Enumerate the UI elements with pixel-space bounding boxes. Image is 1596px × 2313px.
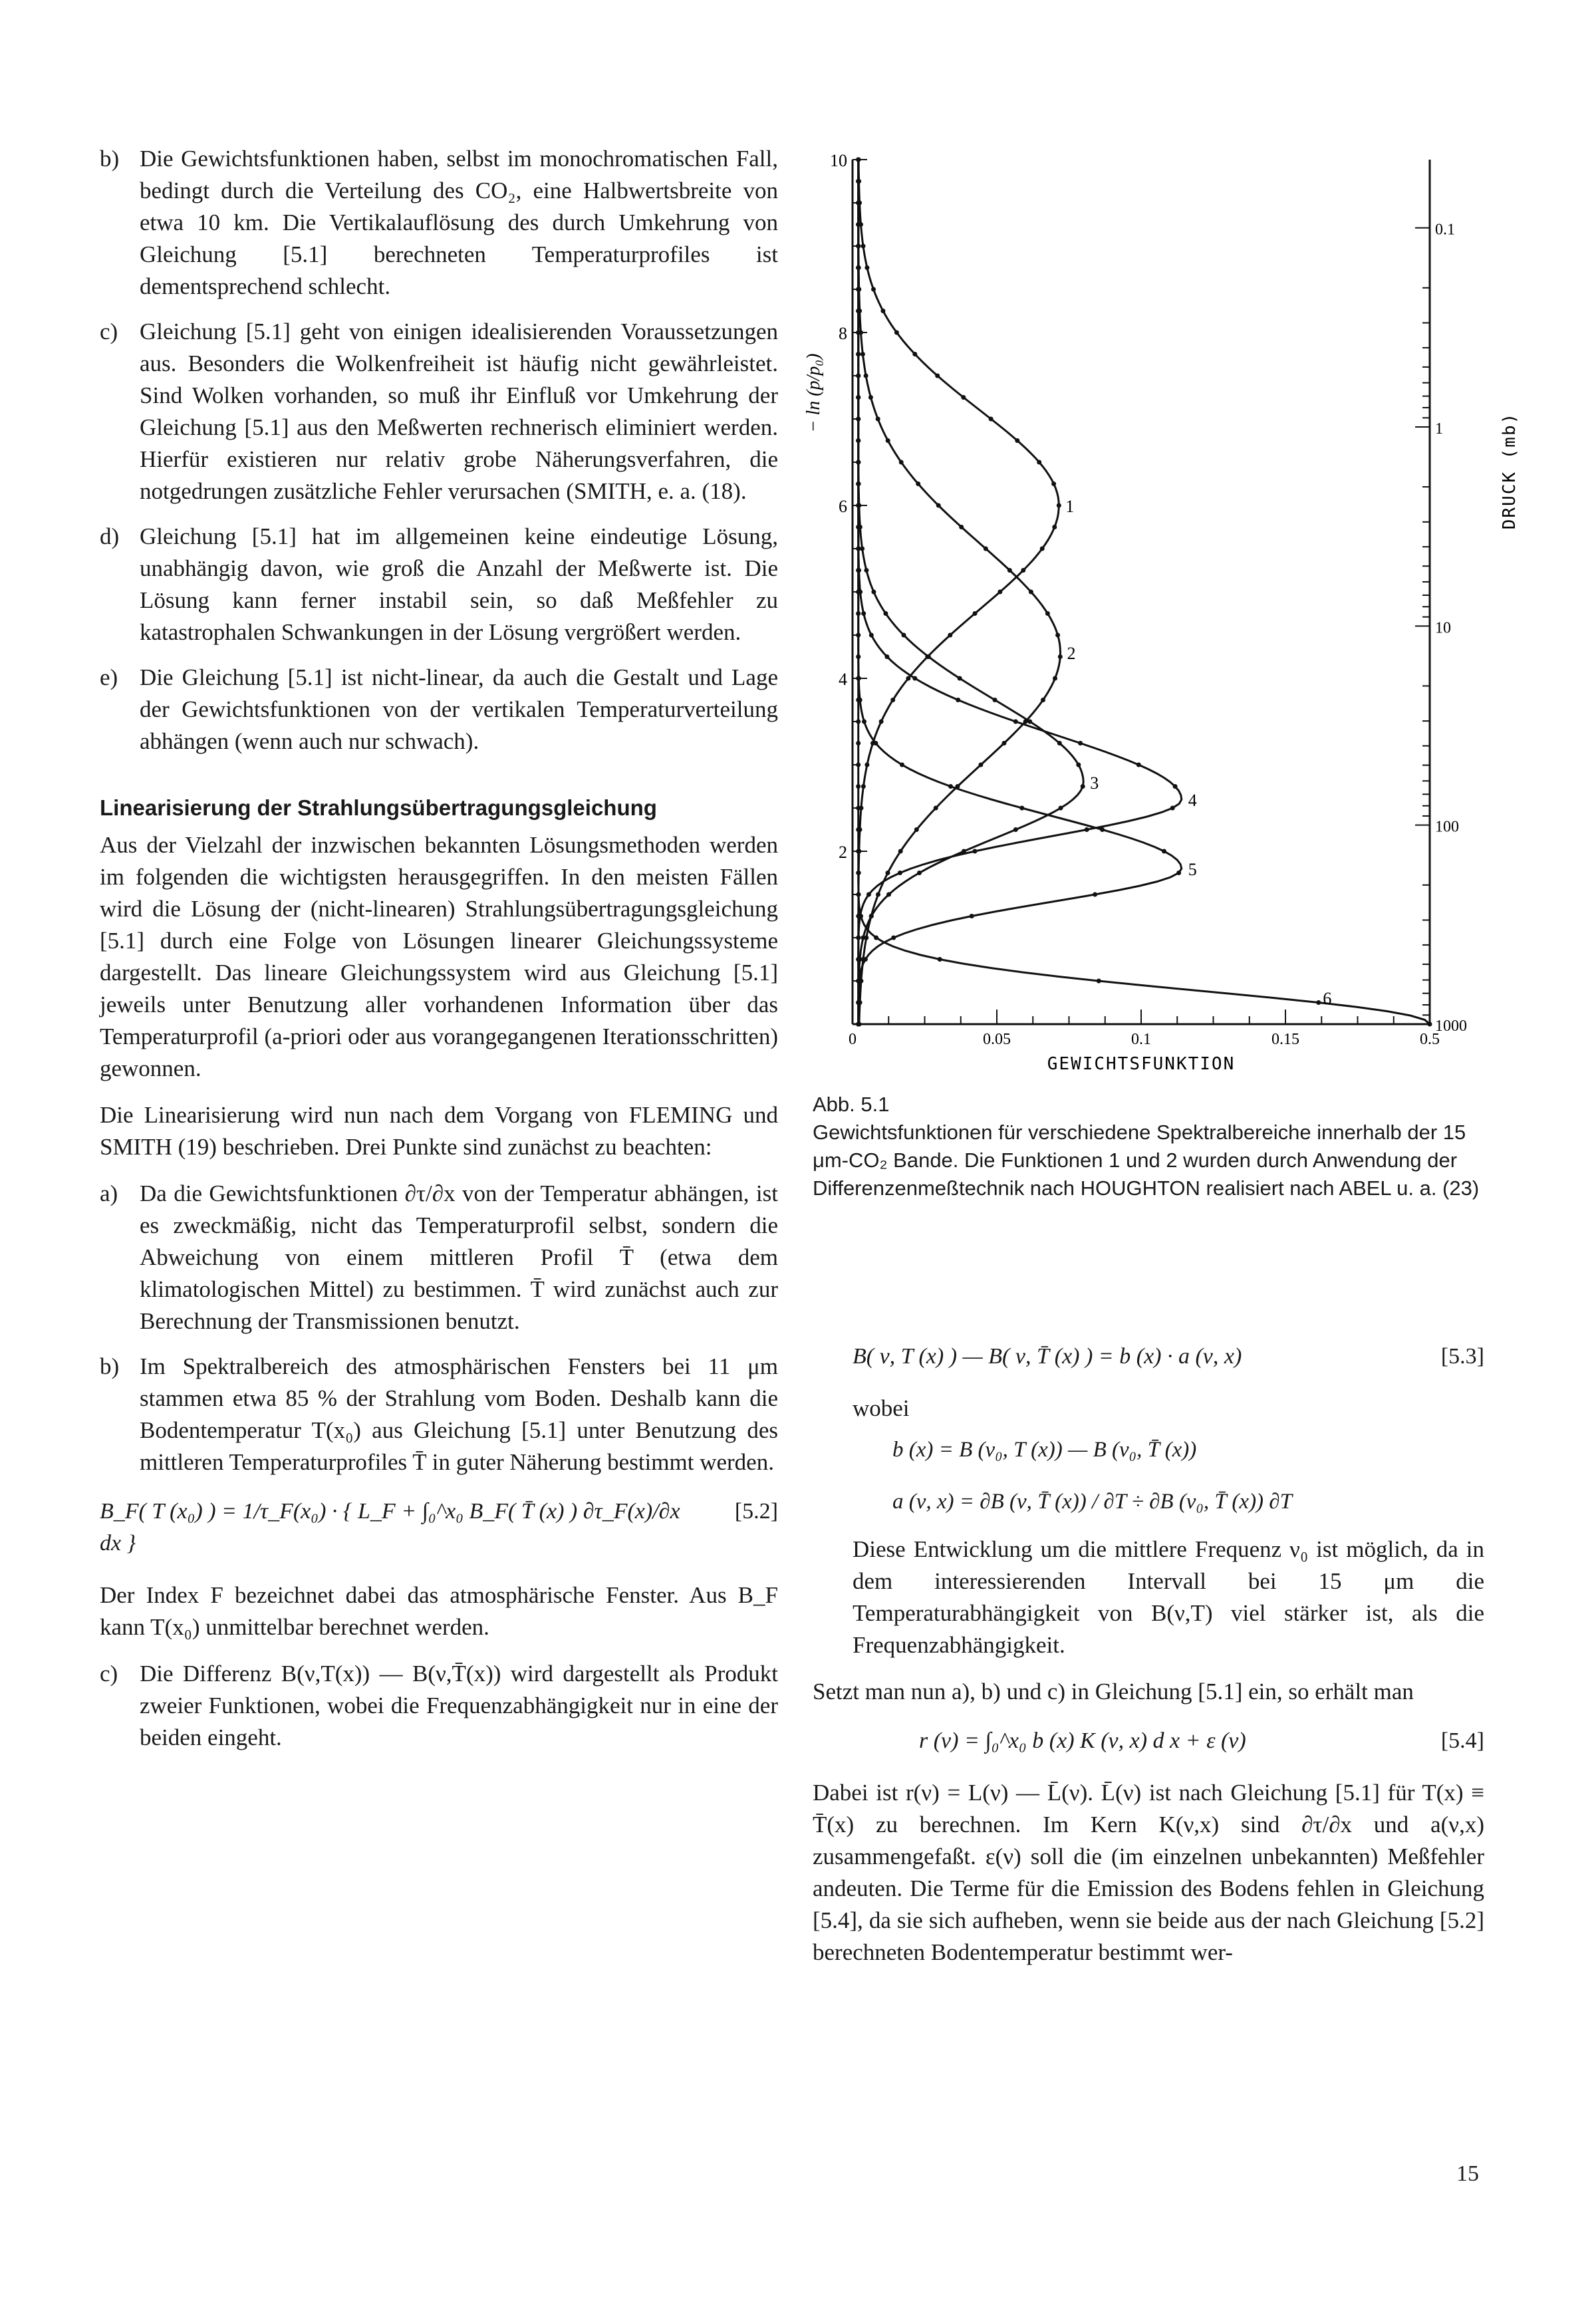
curve-point	[1001, 741, 1006, 746]
curve-point	[1040, 547, 1045, 551]
curve-point	[935, 374, 940, 378]
curve-label-1: 1	[1065, 497, 1075, 516]
x-axis-title: GEWICHTSFUNKTION	[1047, 1054, 1236, 1074]
list-text: Gleichung [5.1] hat im allgemeinen keine eindeutige Lösung, unabhängig davon, wie groß die Anzahl der Meßwerte ist. Die Lösung kann ferner instabil sein, so daß Meßfehler zu katastrophalen Schwankungen in der Lösung vergrößert werden.	[140, 523, 778, 645]
list-label: a)	[100, 1180, 118, 1206]
curve-point	[856, 158, 861, 162]
curve-3	[859, 160, 1084, 1024]
curve-point	[856, 201, 861, 205]
curve-point	[914, 827, 919, 832]
curve-point	[880, 309, 885, 313]
curve-point	[886, 892, 891, 897]
curve-point	[856, 957, 861, 962]
curve-point	[857, 979, 862, 984]
curve-point	[856, 568, 861, 573]
curve-point	[916, 481, 920, 486]
curve-point	[1316, 1000, 1321, 1005]
curve-point	[864, 763, 869, 767]
y2-tick-label: 100	[1435, 818, 1459, 836]
curve-point	[934, 806, 938, 811]
curve-point	[993, 698, 998, 702]
curve-point	[1037, 460, 1041, 465]
curve-point	[1027, 720, 1032, 724]
y-tick-label: 10	[830, 151, 847, 170]
curve-point	[873, 741, 878, 746]
curve-point	[890, 698, 895, 702]
paragraph: Der Index F bezeichnet dabei das atmosphärische Fenster. Aus B_F kann T(x₀) unmittelbar berechnet werden.	[100, 1582, 778, 1640]
equation-number: [5.4]	[1440, 1728, 1484, 1753]
caption-text: Gewichtsfunktionen für verschiedene Spektralbereiche innerhalb der 15 μm-CO₂ Bande. Die Funktionen 1 und 2 wurden durch Anwendung der Differenzenmeßtechnik nach HOUGHTON realisiert nach ABEL u. a. (23)	[813, 1121, 1480, 1200]
curve-point	[856, 179, 861, 184]
curve-6	[859, 160, 1430, 1024]
curve-point	[856, 438, 861, 443]
list-text: Gleichung [5.1] geht von einigen idealisierenden Voraussetzungen aus. Besonders die Wolkenfreiheit ist häufig nicht gewährleistet. Sind Wolken vorhanden, so muß ihr Einfluß vor Umkehrung der Gleichung [5.1] aus den Meßwerten rechnerisch eliminiert werden. Hierfür existieren nur relativ grobe Näherungsverfahren, die notgedrungen zusätzliche Fehler verursachen (SMITH, e. a. (18).	[140, 319, 778, 504]
list-item	[100, 662, 778, 757]
paragraph: Aus der Vielzahl der inzwischen bekannten Lösungsmethoden werden im folgenden die wichtigsten herausgegriffen. In den meisten Fällen wird die Lösung der (nicht-linearen) Strahlungsübertragungsgleichung [5.1] durch eine Folge von Lösungen linearer Gleichungssysteme dargestellt. Das lineare Gleichungssystem wird aus Gleichung [5.1] jeweils unter Benutzung aller vorhandenen Information über das Temperaturprofil (a-priori oder aus vorangegangenen Iterationsschritten) gewonnen.	[100, 832, 778, 1081]
list-text: Da die Gewichtsfunktionen ∂τ/∂x von der Temperatur abhängen, ist es zweckmäßig, nicht das Temperaturprofil selbst, sondern die Abweichung von einem mittleren Profil T̄ (etwa dem klimatologischen Mittel) zu bestimmen. T̄ wird zunächst auch zur Berechnung der Transmissionen benutzt.	[140, 1180, 778, 1334]
curve-point	[1029, 590, 1033, 595]
curve-point	[856, 287, 861, 292]
y-axis-title: − ln (p/p₀)	[803, 353, 824, 433]
curve-label-5: 5	[1188, 860, 1197, 879]
curve-point	[1055, 633, 1060, 638]
curve-point	[1170, 806, 1175, 811]
definition-a: a (ν, x) = ∂B (ν, T̄ (x)) / ∂T ÷ ∂B (ν₀, T̄ (x)) ∂T	[892, 1490, 1292, 1514]
y2-tick-label: 0.1	[1435, 221, 1455, 239]
curve-label-4: 4	[1188, 791, 1197, 810]
curve-point	[958, 676, 962, 681]
curve-point	[1007, 568, 1012, 573]
curve-point	[869, 633, 874, 638]
list-item	[100, 1178, 778, 1337]
equation-5-3	[813, 1341, 1484, 1373]
x-tick-label: 0.15	[1271, 1031, 1299, 1048]
equation-number: [5.2]	[734, 1499, 778, 1524]
curve-label-2: 2	[1067, 644, 1076, 663]
paragraph: Die Linearisierung wird nun nach dem Vorgang von FLEMING und SMITH (19) beschrieben. Drei Punkte sind zunächst zu beachten:	[100, 1102, 778, 1160]
curve-point	[871, 287, 876, 292]
list-text: Im Spektralbereich des atmosphärischen Fensters bei 11 μm stammen etwa 85 % der Strahlung vom Boden. Deshalb kann die Bodentemperatur T(x₀) aus Gleichung [5.1] unter Benutzung des mittleren Temperaturprofiles T̄ in guter Näherung bestimmt werden.	[140, 1353, 778, 1475]
list-label: c)	[100, 319, 118, 344]
curve-point	[1100, 827, 1105, 832]
curve-point	[856, 374, 861, 378]
list-label: d)	[100, 523, 120, 549]
y2-tick-label: 1000	[1435, 1018, 1467, 1035]
x-tick-label: 0	[849, 1031, 857, 1048]
caption-label: Abb. 5.1	[813, 1093, 890, 1116]
list-label: e)	[100, 664, 118, 690]
curve-point	[1021, 568, 1025, 573]
curve-point	[856, 806, 861, 811]
curve-point	[861, 936, 866, 940]
curve-point	[1176, 871, 1181, 875]
curve-point	[1076, 763, 1081, 767]
curve-point	[856, 590, 861, 595]
curve-point	[1057, 741, 1062, 746]
curve-point	[856, 244, 861, 249]
paragraph: Dabei ist r(ν) = L(ν) — L̄(ν). L̄(ν) ist nach Gleichung [5.1] für T(x) ≡ T̄(x) zu berechnen. Im Kern K(ν,x) sind ∂τ/∂x und a(ν,x) zusammengefaßt. ε(ν) soll die (im einzelnen unbekannten) Meßfehler andeuten. Die Terme für die Emission des Bodens fehlen in Gleichung [5.4], da sie sich aufheben, wenn sie beide aus der nach Gleichung [5.2] berechneten Bodentemperatur bestimmt wer-	[813, 1780, 1484, 1965]
curve-label-3: 3	[1090, 773, 1099, 793]
y-tick-label: 8	[839, 324, 847, 343]
curve-point	[972, 849, 977, 854]
curve-point	[900, 763, 904, 767]
curve-point	[856, 633, 861, 638]
y-tick-label: 4	[839, 670, 847, 689]
curve-point	[856, 849, 861, 854]
curve-point	[856, 741, 861, 746]
curve-point	[894, 331, 899, 335]
curve-point	[856, 547, 861, 551]
chart-labels	[803, 151, 1520, 1074]
curve-4	[859, 160, 1182, 1024]
right-column	[813, 1323, 1484, 1983]
list-item	[100, 521, 778, 648]
curve-point	[899, 460, 904, 465]
curve-point	[1053, 676, 1057, 681]
list-item	[100, 1351, 778, 1478]
list-text: Die Gleichung [5.1] ist nicht-linear, da auch die Gestalt und Lage der Gewichtsfunktionen von der vertikalen Temperaturverteilung abhängen (wenn auch nur schwach).	[140, 664, 778, 754]
curve-point	[856, 611, 861, 616]
curve-point	[866, 892, 871, 897]
curve-point	[856, 222, 861, 227]
curve-point	[1013, 827, 1018, 832]
curve-point	[998, 590, 1002, 595]
curve-point	[864, 374, 868, 378]
curve-point	[886, 438, 890, 443]
y-tick-label: 6	[839, 497, 847, 516]
curve-point	[906, 676, 910, 681]
curve-point	[1136, 763, 1141, 767]
curve-point	[863, 957, 868, 962]
curve-point	[1078, 741, 1083, 746]
equation-text: r (ν) = ∫₀^x₀ b (x) K (ν, x) d x + ε (ν)	[919, 1728, 1246, 1753]
figure-caption	[813, 1091, 1484, 1202]
y-tick-label: 2	[839, 843, 847, 862]
equation-5-4	[813, 1725, 1484, 1757]
wobei-label: wobei	[853, 1395, 910, 1421]
curve-label-6: 6	[1323, 989, 1332, 1008]
curve-point	[891, 936, 896, 940]
y2-tick-label: 1	[1435, 420, 1443, 438]
curve-point	[876, 417, 880, 422]
curve-point	[936, 503, 941, 508]
curve-point	[1045, 611, 1050, 616]
curve-point	[1015, 438, 1019, 443]
curve-point	[1019, 806, 1024, 811]
curve-point	[912, 676, 917, 681]
curve-point	[856, 698, 861, 702]
left-column	[100, 143, 778, 1767]
list-item	[100, 1658, 778, 1754]
list-label: b)	[100, 146, 120, 172]
curve-point	[898, 849, 903, 854]
curve-point	[856, 309, 861, 313]
list-text: Die Gewichtsfunktionen haben, selbst im monochromatischen Fall, bedingt durch die Verteilung des CO₂, eine Halbwertsbreite von etwa 10 km. Die Vertikalauflösung des durch Umkehrung von Gleichung [5.1] berechneten Temperaturprofiles ist dementsprechend schlecht.	[140, 146, 778, 299]
curve-point	[959, 525, 964, 529]
curve-point	[1173, 784, 1178, 789]
curve-point	[856, 265, 861, 270]
curve-point	[856, 871, 861, 875]
curve-point	[862, 720, 866, 724]
curve-point	[1051, 481, 1056, 486]
curve-point	[1162, 849, 1166, 854]
curve-point	[1058, 654, 1063, 659]
x-tick-label: 0.05	[983, 1031, 1011, 1048]
y2-axis-title: DRUCK (mb)	[1500, 412, 1520, 530]
curve-point	[864, 265, 869, 270]
paragraph: Diese Entwicklung um die mittlere Frequenz ν₀ ist möglich, da in dem interessierenden Intervall bei 15 μm die Temperaturabhängigkeit von B(ν,T) viel stärker ist, als die Frequenzabhängigkeit.	[853, 1536, 1484, 1658]
curve-point	[989, 417, 994, 422]
page-number: 15	[1456, 2161, 1479, 2186]
curve-point	[1097, 979, 1101, 984]
curve-point	[1085, 827, 1089, 832]
curve-point	[898, 871, 902, 875]
curve-point	[856, 352, 861, 356]
curve-point	[1093, 892, 1097, 897]
curve-point	[948, 633, 952, 638]
curve-point	[856, 827, 861, 832]
curve-point	[856, 417, 861, 422]
curve-point	[861, 611, 866, 616]
curve-point	[874, 936, 878, 940]
curve-point	[883, 611, 888, 616]
curve-point	[859, 914, 863, 918]
list-label: c)	[100, 1661, 118, 1687]
paragraph: Setzt man nun a), b) und c) in Gleichung [5.1] ein, so erhält man	[813, 1679, 1414, 1704]
equation-5-2	[100, 1496, 778, 1560]
chart-curves	[856, 158, 1432, 1027]
curve-point	[861, 244, 866, 249]
y2-tick-label: 10	[1435, 619, 1451, 637]
curve-point	[926, 654, 931, 659]
curve-point	[912, 352, 917, 356]
equation-text: B( ν, T (x) ) — B( ν, T̄ (x) ) = b (x) · a (ν, x)	[853, 1344, 1242, 1369]
chart-axes	[853, 160, 1430, 1024]
curve-point	[886, 871, 890, 875]
curve-point	[1013, 720, 1018, 724]
curve-point	[856, 1000, 861, 1005]
curve-point	[884, 654, 889, 659]
curve-point	[856, 676, 861, 681]
curve-point	[856, 1022, 861, 1027]
curve-point	[1059, 806, 1063, 811]
section-heading: Linearisierung der Strahlungsübertragungsgleichung	[100, 795, 657, 820]
curve-point	[861, 352, 865, 356]
curve-point	[864, 568, 868, 573]
curve-point	[902, 633, 906, 638]
curve-point	[869, 914, 874, 918]
curve-point	[1057, 503, 1061, 508]
list-label: b)	[100, 1353, 120, 1379]
curve-point	[938, 957, 942, 962]
curve-point	[856, 784, 861, 789]
equation-text: B_F( T (x₀) ) = 1/τ_F(x₀) · { L_F + ∫₀^x₀ B_F( T̄ (x) ) ∂τ_F(x)/∂x dx }	[100, 1499, 680, 1556]
curve-point	[856, 503, 861, 508]
curve-point	[1428, 1022, 1432, 1027]
curve-point	[1041, 698, 1045, 702]
weighting-function-chart	[785, 146, 1520, 1084]
x-tick-label: 0.5	[1420, 1031, 1440, 1048]
x-tick-label: 0.1	[1131, 1031, 1151, 1048]
curve-point	[856, 481, 861, 486]
list-text: Die Differenz B(ν,T(x)) — B(ν,T̄(x)) wird dargestellt als Produkt zweier Funktionen, wobei die Frequenzabhängigkeit nur in eine der beiden eingeht.	[140, 1661, 778, 1750]
curve-point	[856, 763, 861, 767]
curve-point	[856, 460, 861, 465]
equation-number: [5.3]	[1440, 1344, 1484, 1369]
curve-point	[857, 892, 861, 897]
curve-point	[861, 784, 866, 789]
curve-point	[876, 892, 880, 897]
curve-point	[879, 720, 884, 724]
curve-point	[1081, 784, 1085, 789]
curve-point	[956, 698, 960, 702]
curve-point	[856, 331, 861, 335]
curve-point	[948, 784, 953, 789]
definition-b: b (x) = B (ν₀, T (x)) — B (ν₀, T̄ (x))	[892, 1438, 1197, 1462]
curve-point	[857, 936, 861, 940]
curve-point	[970, 914, 974, 918]
curve-point	[984, 547, 988, 551]
curve-point	[868, 395, 873, 400]
list-item	[100, 143, 778, 303]
curve-point	[973, 611, 978, 616]
curve-point	[917, 871, 922, 875]
list-item	[100, 316, 778, 507]
curve-point	[1052, 525, 1057, 529]
curve-point	[871, 590, 876, 595]
curve-point	[961, 395, 966, 400]
curve-point	[978, 763, 983, 767]
curve-point	[856, 654, 861, 659]
curve-point	[856, 720, 861, 724]
curve-5	[859, 160, 1182, 1024]
curve-point	[856, 395, 861, 400]
curve-point	[856, 525, 861, 529]
